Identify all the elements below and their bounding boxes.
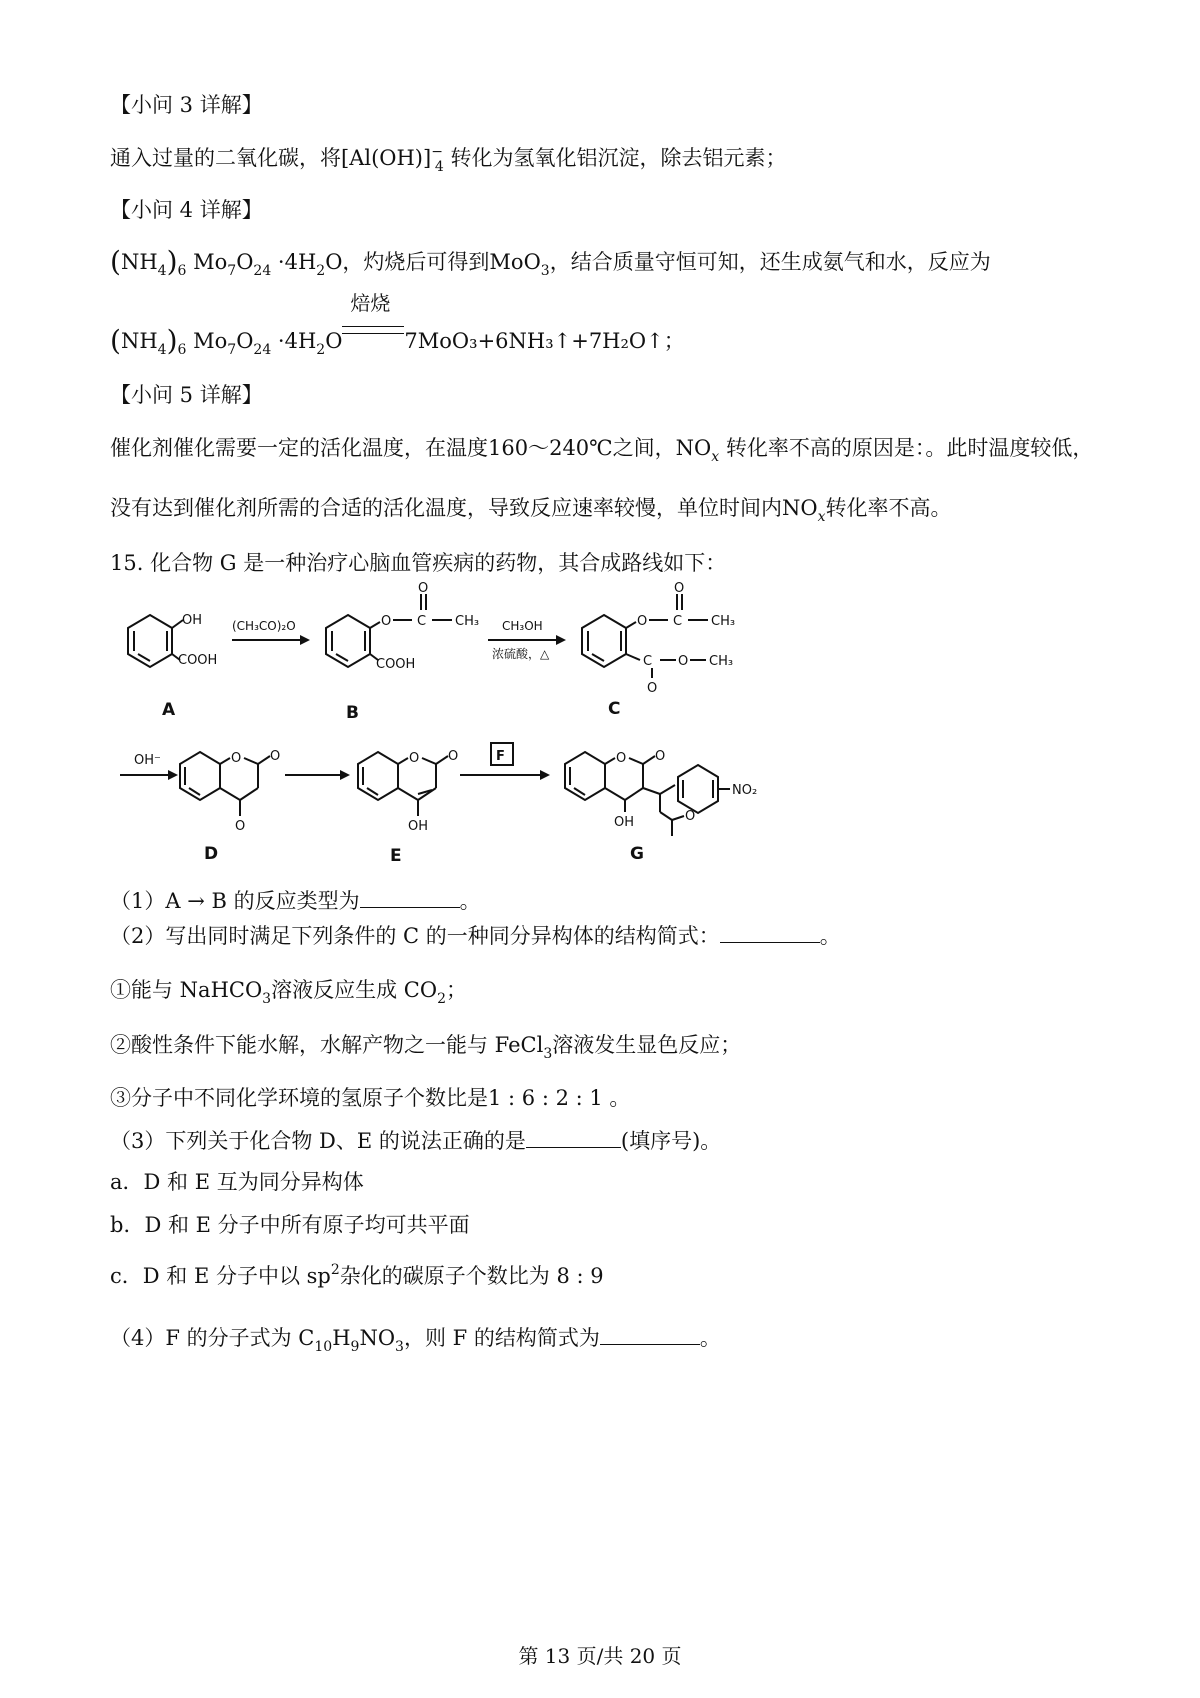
a-cooh: COOH [178, 653, 218, 668]
q5-line1: 催化剂催化需要一定的活化温度，在温度160～240℃之间，$NO_x$ 转化率不高的原因是：。此时温度较低， [110, 436, 1094, 465]
reagent-bc-top: CH₃OH [502, 619, 543, 633]
q3-sup: − [431, 144, 443, 160]
c-ch3-2: CH₃ [709, 654, 734, 669]
label-c: C [608, 699, 621, 719]
e-o: O [409, 751, 420, 766]
e-oh: OH [408, 819, 429, 834]
q15-cond1: ①能与 NaHCO$_3$溶液反应生成 $CO_2$； [110, 978, 467, 1007]
c-o2: O [674, 581, 685, 596]
reagent-bc-bottom: 浓硫酸，△ [492, 647, 550, 661]
d-o2: O [270, 749, 281, 764]
g-o3: O [685, 809, 696, 824]
q4-heading: 【小问 4 详解】 [110, 198, 263, 222]
a-oh: OH [182, 613, 203, 628]
c-c: C [673, 614, 683, 629]
b-cooh: COOH [376, 657, 416, 672]
option-a: a．D 和 E 互为同分异构体 [110, 1170, 364, 1194]
q15-part4: （4）F 的分子式为 $C_{10}H_9NO_3$，则 F 的结构简式为 。 [110, 1322, 721, 1356]
b-c: C [417, 614, 427, 629]
q3-formula: [Al(OH)] [341, 146, 432, 170]
q3-sub: 4 [434, 159, 444, 175]
b-o: O [381, 614, 392, 629]
reagent-f: F [496, 749, 505, 764]
label-e: E [390, 846, 402, 866]
q3-heading: 【小问 3 详解】 [110, 93, 263, 117]
compound-d [180, 752, 270, 816]
g-no2: NO₂ [732, 783, 758, 798]
compound-e [358, 752, 448, 816]
g-o: O [616, 751, 627, 766]
d-o: O [231, 751, 242, 766]
q15-part1: （1）A → B 的反应类型为 。 [110, 885, 481, 916]
g-o2: O [655, 749, 666, 764]
q3-text [110, 143, 787, 176]
reagent-ab: (CH₃CO)₂O [232, 619, 296, 633]
label-a: A [162, 700, 176, 720]
label-b: B [346, 703, 359, 723]
e-o2: O [448, 749, 459, 764]
label-g: G [630, 844, 644, 864]
q15-cond2: ②酸性条件下能水解，水解产物之一能与 FeCl$_3$溶液发生显色反应； [110, 1033, 742, 1062]
q4-line1: $(NH_4)_6$ $Mo_7O_{24} \cdot 4H_2O$，灼烧后可得到MoO$_3$，结合质量守恒可知，还生成氨气和水，反应为 [110, 245, 991, 279]
q5-heading: 【小问 5 详解】 [110, 383, 263, 407]
label-d: D [204, 844, 219, 864]
q4-equation: $(NH_4)_6$ $Mo_7O_{24} \cdot 4H_2O$ 焙烧 7MoO₃+6NH₃↑+7H₂O↑； [110, 291, 685, 358]
q15-cond3: ③分子中不同化学环境的氢原子个数比是1 : 6 : 2 : 1 。 [110, 1086, 631, 1110]
b-o2: O [418, 581, 429, 596]
compound-g [565, 752, 730, 836]
q3-text-a: 通入过量的二氧化碳，将 [110, 146, 341, 170]
option-b: b．D 和 E 分子中所有原子均可共平面 [110, 1213, 470, 1237]
c-o3: O [678, 654, 689, 669]
synthesis-scheme [0, 580, 1200, 870]
condition-arrow: 焙烧 [342, 318, 404, 348]
reagent-cd: OH⁻ [134, 753, 161, 768]
q15-intro: 15. 化合物 G 是一种治疗心脑血管疾病的药物，其合成路线如下： [110, 551, 727, 575]
d-o3: O [235, 819, 246, 834]
q15-part3: （3）下列关于化合物 D、E 的说法正确的是 (填序号)。 [110, 1125, 721, 1156]
c-o4: O [647, 681, 658, 696]
g-oh: OH [614, 815, 635, 830]
compound-a [128, 615, 183, 667]
c-c2: C [643, 654, 653, 669]
q5-line2: 没有达到催化剂所需的合适的活化温度，导致反应速率较慢，单位时间内$NO_x$转化率不高。 [110, 496, 952, 525]
c-o: O [637, 614, 648, 629]
c-ch3: CH₃ [711, 614, 736, 629]
option-c: c．D 和 E 分子中以 $sp^2$杂化的碳原子个数比为 8 : 9 [110, 1262, 604, 1288]
b-ch3: CH₃ [455, 614, 480, 629]
q15-part2: （2）写出同时满足下列条件的 C 的一种同分异构体的结构简式： 。 [110, 920, 841, 951]
page-footer: 第 13 页/共 20 页 [518, 1644, 682, 1668]
q3-text-b: 转化为氢氧化铝沉淀，除去铝元素； [450, 146, 787, 170]
q4-products: 7MoO₃+6NH₃↑+7H₂O↑； [404, 329, 685, 353]
